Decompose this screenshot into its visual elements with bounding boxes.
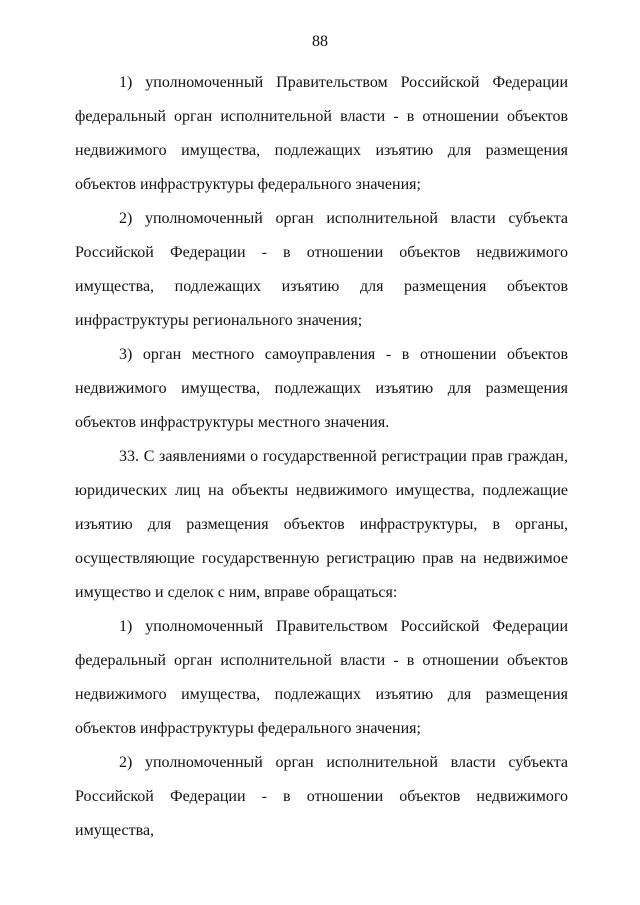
paragraph-item-2-regional-repeat: 2) уполномоченный орган исполнительной власти субъекта Российской Федерации - в отношении объектов недвижимого имущества,: [75, 754, 568, 839]
document-body: [75, 66, 568, 848]
paragraph-item-1-federal-repeat: 1) уполномоченный Правительством Российской Федерации федеральный орган исполнительной власти - в отношении объектов недвижимого имущества, подлежащих изъятию для размещения объектов инфраструктуры федерального значения;: [75, 618, 568, 737]
paragraph-item-3-local: 3) орган местного самоуправления - в отношении объектов недвижимого имущества, подлежащих изъятию для размещения объектов инфраструктуры местного значения.: [75, 346, 568, 431]
paragraph-item-2-regional: 2) уполномоченный орган исполнительной власти субъекта Российской Федерации - в отношении объектов недвижимого имущества, подлежащих изъятию для размещения объектов инфраструктуры регионального значения;: [75, 210, 568, 329]
paragraph-item-1-federal: 1) уполномоченный Правительством Российской Федерации федеральный орган исполнительной власти - в отношении объектов недвижимого имущества, подлежащих изъятию для размещения объектов инфраструктуры федерального значения;: [75, 74, 568, 193]
paragraph-section-33: 33. С заявлениями о государственной регистрации прав граждан, юридических лиц на объекты недвижимого имущества, подлежащие изъятию для размещения объектов инфраструктуры, в органы, осуществляющие государственную регистрацию прав на недвижимое имущество и сделок с ним, вправе обращаться:: [75, 448, 568, 601]
page-number: 88: [312, 33, 328, 50]
